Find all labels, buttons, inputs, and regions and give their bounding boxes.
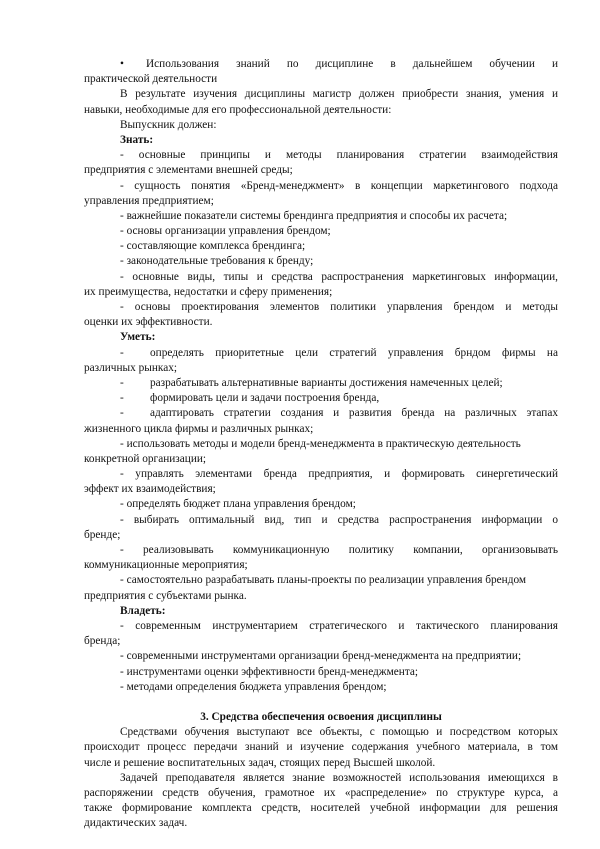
can-line-8: конкретной организации; <box>84 452 207 465</box>
know-line-7: - составляющие комплекса брендинга; <box>120 240 306 253</box>
can-line-4: формировать цели и задачи построения бренда, <box>150 392 380 405</box>
bullet-line-2: практической деятельности <box>84 73 218 86</box>
section-3-p2-line-3: также формирование комплекта средств, носителей учебной информации для решения <box>84 802 558 815</box>
can-line-2: различных рынках; <box>84 361 178 374</box>
can-item-5 <box>84 406 558 421</box>
section-3-p2-line-1: Задачей преподавателя является знание возможностей использования имеющихся в <box>120 771 558 784</box>
can-line-10: эффект их взаимодействия; <box>84 483 216 496</box>
bullet-line-1: Использования знаний по дисциплине в дальнейшем обучении и <box>146 58 558 70</box>
bullet-dot-icon: • <box>120 58 124 70</box>
know-line-4: управления предприятием; <box>84 194 214 207</box>
know-line-3: - сущность понятия «Бренд-менеджмент» в концепции маркетингового подхода <box>120 179 558 192</box>
know-line-1: - основные принципы и методы планирования стратегии взаимодействия <box>120 149 558 162</box>
section-3-p1-line-2: происходит процесс передачи знаний и изучение содержания учебного материала, в том <box>84 741 558 754</box>
can-line-1: определять приоритетные цели стратегий управления брндом фирмы на <box>150 346 558 359</box>
section-spacer <box>84 695 558 710</box>
know-line-8: - законодательные требования к бренду; <box>120 255 314 268</box>
can-line-5: адаптировать стратегии создания и развития бренда на различных этапах <box>150 407 558 420</box>
can-line-6: жизненного цикла фирмы и различных рынках; <box>84 422 314 435</box>
can-line-9: - управлять элементами бренда предприятия, и формировать синергетический <box>120 468 558 481</box>
can-line-3: разрабатывать альтернативные варианты достижения намеченных целей; <box>150 376 503 389</box>
know-line-10: их преимущества, недостатки и сферу применения; <box>84 285 333 298</box>
own-line-4: - инструментами оценки эффективности бренд-менеджмента; <box>120 665 419 678</box>
dash-marker: - <box>120 407 124 420</box>
own-line-3: - современными инструментами организации бренд-менеджмента на предприятии; <box>120 650 522 663</box>
can-line-12: - выбирать оптимальный вид, тип и средства распространения информации о <box>120 513 558 526</box>
intro-paragraph-line-1: В результате изучения дисциплины магистр должен приобрести знания, умения и <box>120 88 558 101</box>
intro-paragraph-line-2: навыки, необходимые для его профессиональной деятельности: <box>84 103 392 116</box>
own-line-5: - методами определения бюджета управления брендом; <box>120 680 387 693</box>
section-3-p2-line-2: распоряжении средств обучения, грамотное их «распределение» по структуре курса, а <box>84 787 558 799</box>
section-3-title: 3. Средства обеспечения освоения дисциплины <box>200 711 442 724</box>
can-line-16: - самостоятельно разрабатывать планы-проекты по реализации управления брендом <box>120 574 527 587</box>
know-line-12: оценки их эффективности. <box>84 316 213 329</box>
can-line-15: коммуникационные мероприятия; <box>84 559 248 572</box>
can-heading: Уметь: <box>120 331 156 344</box>
can-line-11: - определять бюджет плана управления брендом; <box>120 498 356 511</box>
can-item-3 <box>84 376 558 391</box>
section-3-p2-line-4: дидактических задач. <box>84 817 188 830</box>
can-line-17: предприятия с субъектами рынка. <box>84 589 247 602</box>
dash-marker: - <box>120 376 124 389</box>
own-heading: Владеть: <box>120 604 166 617</box>
know-line-11: - основы проектирования элементов политики упарвления брендом и методы <box>120 301 558 313</box>
can-line-14: - реализовывать коммуникационную политику компании, организовывать <box>120 544 558 556</box>
know-line-9: - основные виды, типы и средства распространения маркетинговых информации, <box>120 270 558 283</box>
can-line-7: - использовать методы и модели бренд-менеджмента в практическую деятельность <box>120 437 521 450</box>
graduate-line: Выпускник должен: <box>120 118 217 131</box>
bullet-item <box>84 57 558 72</box>
can-item-4 <box>84 391 558 406</box>
own-line-2: бренда; <box>84 635 121 648</box>
section-3-p1-line-1: Средствами обучения выступают все объекты, с помощью и посредством которых <box>120 726 558 739</box>
dash-marker: - <box>120 346 124 359</box>
can-item-1 <box>84 346 558 361</box>
section-3-p1-line-3: числе и решение воспитательных задач, стоящих перед Высшей школой. <box>84 756 436 769</box>
can-line-13: бренде; <box>84 528 121 541</box>
know-heading: Знать: <box>120 133 154 146</box>
own-line-1: - современным инструментарием стратегического и тактического планирования <box>120 619 558 632</box>
page-content <box>84 57 558 832</box>
dash-marker: - <box>120 392 124 405</box>
know-line-6: - основы организации управления брендом; <box>120 225 331 238</box>
know-line-5: - важнейшие показатели системы брендинга предприятия и способы их расчета; <box>120 209 508 222</box>
know-line-2: предприятия с элементами внешней среды; <box>84 164 293 177</box>
